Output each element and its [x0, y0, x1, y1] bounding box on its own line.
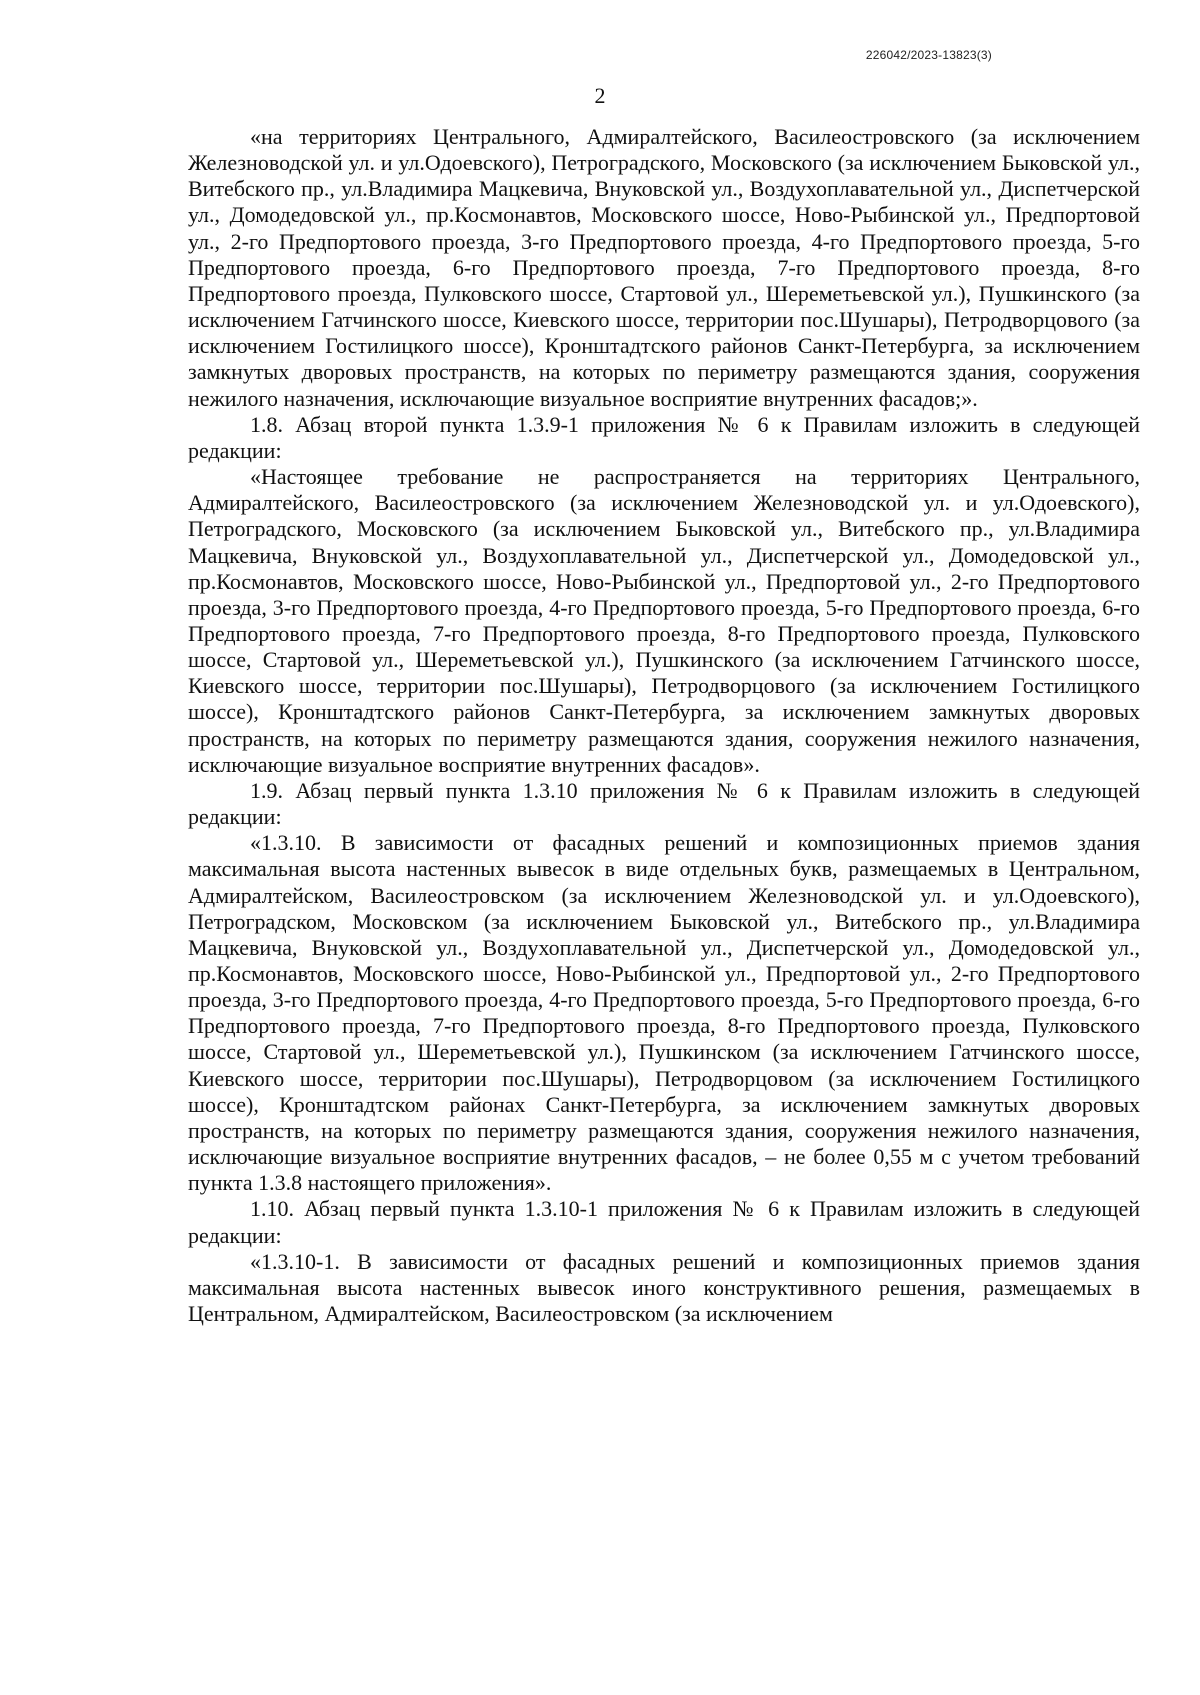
document-body [188, 124, 1140, 1327]
page-number: 2 [594, 83, 606, 108]
document-registration-number: 226042/2023-13823(3) [865, 48, 992, 62]
paragraph-item-1-8: 1.8. Абзац второй пункта 1.3.9-1 приложения № 6 к Правилам изложить в следующей редакции: [188, 411, 1140, 463]
paragraph-quoted-territories: «на территориях Центрального, Адмиралтейского, Василеостровского (за исключением Железноводской ул. и ул.Одоевского), Петроградского, Московского (за исключением Быковской ул., Витебского пр., ул.Владимира Мацкевича, Внуковской ул., Воздухоплавательной ул., Диспетчерской ул., Домодедовской ул., пр.Космонавтов, Московского шоссе, Ново-Рыбинской ул., Предпортовой ул., 2-го Предпортового проезда, 3-го Предпортового проезда, 4-го Предпортового проезда, 5-го Предпортового проезда, 6-го Предпортового проезда, 7-го Предпортового проезда, 8-го Предпортового проезда, Пулковского шоссе, Стартовой ул., Шереметьевской ул.), Пушкинского (за исключением Гатчинского шоссе, Киевского шоссе, территории пос.Шушары), Петродворцового (за исключением Гостилицкого шоссе), Кронштадтского районов Санкт-Петербурга, за исключением замкнутых дворовых пространств, на которых по периметру размещаются здания, сооружения нежилого назначения, исключающие визуальное восприятие внутренних фасадов;». [188, 124, 1140, 411]
paragraph-quoted-1-3-10-1: «1.3.10-1. В зависимости от фасадных решений и композиционных приемов здания максимальная высота настенных вывесок иного конструктивного решения, размещаемых в Центральном, Адмиралтейском, Василеостровском (за исключением [188, 1248, 1140, 1327]
paragraph-item-1-9: 1.9. Абзац первый пункта 1.3.10 приложения № 6 к Правилам изложить в следующей редакции: [188, 777, 1140, 830]
paragraph-quoted-requirement: «Настоящее требование не распространяется на территориях Центрального, Адмиралтейского, Василеостровского (за исключением Железноводской ул. и ул.Одоевского), Петроградского, Московского (за исключением Быковской ул., Витебского пр., ул.Владимира Мацкевича, Внуковской ул., Воздухоплавательной ул., Диспетчерской ул., Домодедовской ул., пр.Космонавтов, Московского шоссе, Ново-Рыбинской ул., Предпортовой ул., 2-го Предпортового проезда, 3-го Предпортового проезда, 4-го Предпортового проезда, 5-го Предпортового проезда, 6-го Предпортового проезда, 7-го Предпортового проезда, 8-го Предпортового проезда, Пулковского шоссе, Стартовой ул., Шереметьевской ул.), Пушкинского (за исключением Гатчинского шоссе, Киевского шоссе, территории пос.Шушары), Петродворцового (за исключением Гостилицкого шоссе), Кронштадтского районов Санкт-Петербурга, за исключением замкнутых дворовых пространств, на которых по периметру размещаются здания, сооружения нежилого назначения, исключающие визуальное восприятие внутренних фасадов». [188, 464, 1140, 777]
paragraph-item-1-10: 1.10. Абзац первый пункта 1.3.10-1 приложения № 6 к Правилам изложить в следующей редакции: [188, 1196, 1140, 1248]
paragraph-quoted-1-3-10: «1.3.10. В зависимости от фасадных решений и композиционных приемов здания максимальная высота настенных вывесок в виде отдельных букв, размещаемых в Центральном, Адмиралтейском, Василеостровском (за исключением Железноводской ул. и ул.Одоевского), Петроградском, Московском (за исключением Быковской ул., Витебского пр., ул.Владимира Мацкевича, Внуковской ул., Воздухоплавательной ул., Диспетчерской ул., Домодедовской ул., пр.Космонавтов, Московского шоссе, Ново-Рыбинской ул., Предпортовой ул., 2-го Предпортового проезда, 3-го Предпортового проезда, 4-го Предпортового проезда, 5-го Предпортового проезда, 6-го Предпортового проезда, 7-го Предпортового проезда, 8-го Предпортового проезда, Пулковского шоссе, Стартовой ул., Шереметьевской ул.), Пушкинском (за исключением Гатчинского шоссе, Киевского шоссе, территории пос.Шушары), Петродворцовом (за исключением Гостилицкого шоссе), Кронштадтском районах Санкт-Петербурга, за исключением замкнутых дворовых пространств, на которых по периметру размещаются здания, сооружения нежилого назначения, исключающие визуальное восприятие внутренних фасадов, – не более 0,55 м с учетом требований пункта 1.3.8 настоящего приложения». [188, 830, 1140, 1196]
